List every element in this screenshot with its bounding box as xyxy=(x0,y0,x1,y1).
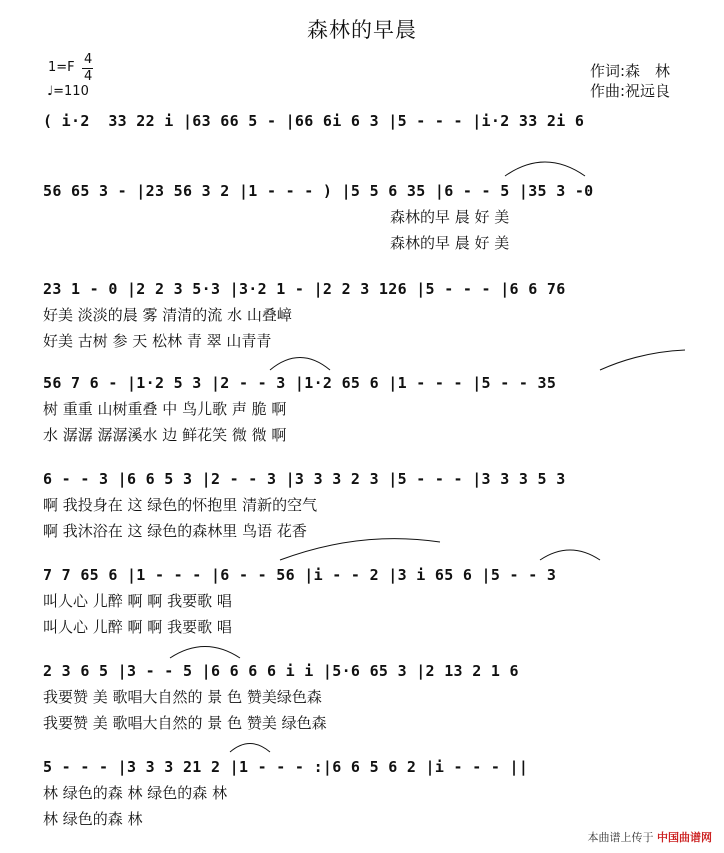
lyric-verse-1: 树 重重 山树重叠 中 鸟儿歌 声 脆 啊 xyxy=(43,400,287,418)
notation-row: 2 3 6 5 |3 - - 5 |6 6 6 6 i i |5·6 65 3 |2 13 2 1 6 xyxy=(43,662,519,680)
source-watermark xyxy=(588,829,713,845)
lyric-verse-2: 好美 古树 参 天 松林 青 翠 山青青 xyxy=(43,332,272,350)
notation-row: 5 - - - |3 3 3 21 2 |1 - - - :|6 6 5 6 2 |i - - - || xyxy=(43,758,529,776)
notation-row: 6 - - 3 |6 6 5 3 |2 - - 3 |3 3 3 2 3 |5 - - - |3 3 3 5 3 xyxy=(43,470,566,488)
lyric-verse-2: 水 潺潺 潺潺溪水 边 鲜花笑 微 微 啊 xyxy=(43,426,287,444)
lyric-verse-2: 啊 我沐浴在 这 绿色的森林里 鸟语 花香 xyxy=(43,522,307,540)
notation-row: 23 1 - 0 |2 2 3 5·3 |3·2 1 - |2 2 3 126 |5 - - - |6 6 76 xyxy=(43,280,566,298)
key-signature: 1=F xyxy=(48,60,75,75)
notation-row: 56 7 6 - |1·2 5 3 |2 - - 3 |1·2 65 6 |1 - - - |5 - - 35 xyxy=(43,374,557,392)
site-logo: 中国曲谱网 xyxy=(657,831,712,844)
lyric-verse-1: 林 绿色的森 林 绿色的森 林 xyxy=(43,784,228,802)
page-title: 森林的早晨 xyxy=(307,18,417,42)
composer-credit: 作曲:祝远良 xyxy=(590,82,671,100)
lyric-verse-1: 叫人心 儿醉 啊 啊 我要歌 唱 xyxy=(43,592,232,610)
lyric-verse-2: 叫人心 儿醉 啊 啊 我要歌 唱 xyxy=(43,618,232,636)
tempo-value: =110 xyxy=(53,84,89,99)
lyricist-credit: 作词:森 林 xyxy=(590,62,671,80)
lyric-verse-2: 我要赞 美 歌唱大自然的 景 色 赞美 绿色森 xyxy=(43,714,327,732)
footer-prefix: 本曲谱上传于 xyxy=(587,831,654,844)
notation-row: 7 7 65 6 |1 - - - |6 - - 56 |i - - 2 |3 i 65 6 |5 - - 3 xyxy=(43,566,557,584)
tempo-marking xyxy=(47,84,89,99)
lyric-verse-1: 啊 我投身在 这 绿色的怀抱里 清新的空气 xyxy=(43,496,318,514)
lyric-verse-1: 我要赞 美 歌唱大自然的 景 色 赞美绿色森 xyxy=(43,688,322,706)
time-signature-numerator: 4 xyxy=(84,52,93,67)
lyric-verse-1: 好美 淡淡的晨 雾 清清的流 水 山叠嶂 xyxy=(43,306,292,324)
notation-row: ( i·2 33 22 i |63 66 5 - |66 6i 6 3 |5 - - - |i·2 33 2i 6 xyxy=(43,112,585,130)
lyric-verse-2: 林 绿色的森 林 xyxy=(43,810,143,828)
lyric-verse-1: 森林的早 晨 好 美 xyxy=(390,208,510,226)
time-signature-denominator: 4 xyxy=(84,69,93,84)
notation-row: 56 65 3 - |23 56 3 2 |1 - - - ) |5 5 6 35 |6 - - 5 |35 3 -0 xyxy=(43,182,594,200)
quarter-note-icon: ♩ xyxy=(47,84,54,99)
lyric-verse-2: 森林的早 晨 好 美 xyxy=(390,234,510,252)
